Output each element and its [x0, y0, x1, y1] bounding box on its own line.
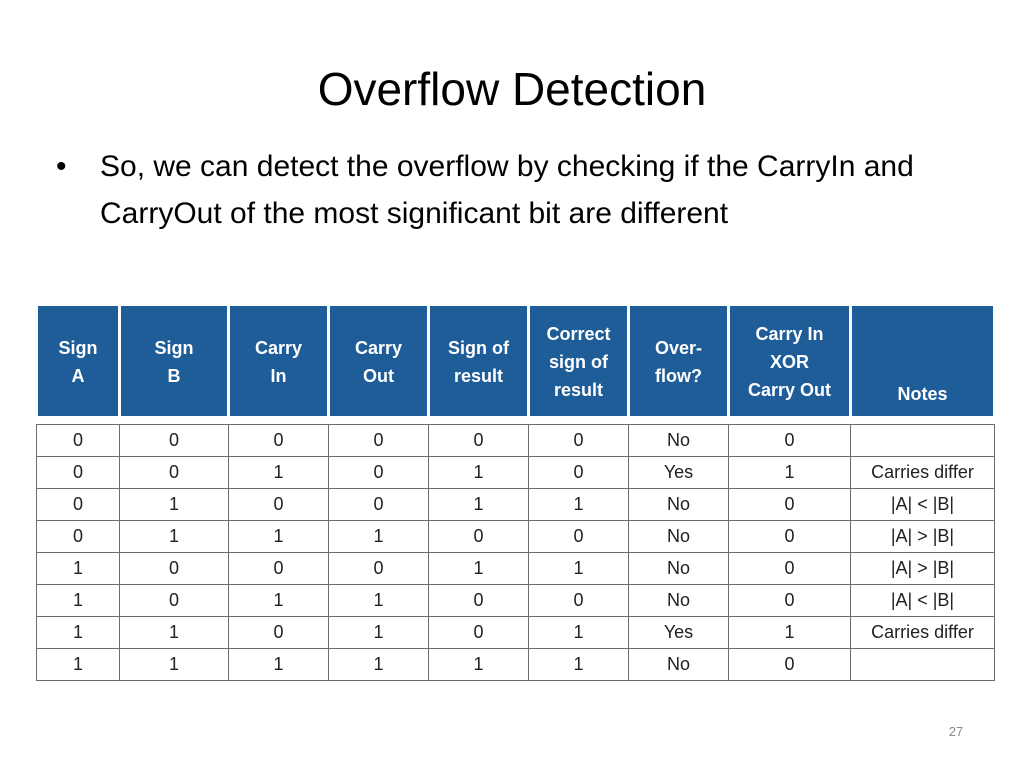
- table-row: [37, 457, 995, 489]
- table-cell: 1: [529, 553, 629, 585]
- table-cell: 1: [429, 553, 529, 585]
- column-header: [629, 307, 729, 418]
- table-cell: 0: [429, 585, 529, 617]
- table-cell: No: [629, 585, 729, 617]
- table-cell: |A| > |B|: [851, 553, 995, 585]
- table-cell: 0: [37, 457, 120, 489]
- table-cell: 1: [37, 585, 120, 617]
- table-cell: 1: [229, 649, 329, 681]
- column-header-line: In: [270, 366, 287, 386]
- table-cell: 1: [120, 489, 229, 521]
- page-number: 27: [948, 724, 964, 739]
- table-cell: 0: [729, 553, 851, 585]
- table-cell: 1: [329, 521, 429, 553]
- column-header: [529, 307, 629, 418]
- table-cell: 0: [37, 425, 120, 457]
- table-cell: 0: [229, 553, 329, 585]
- column-header-line: Sign: [154, 338, 194, 358]
- table-cell: 0: [120, 585, 229, 617]
- table-row: [37, 521, 995, 553]
- table-cell: 0: [729, 649, 851, 681]
- table-cell: No: [629, 521, 729, 553]
- bullet-item: [56, 143, 956, 237]
- column-header-line: Notes: [897, 384, 948, 404]
- table-cell: 0: [120, 425, 229, 457]
- table-row: [37, 617, 995, 649]
- column-header-line: Carry In: [755, 324, 824, 344]
- table-cell: 0: [229, 489, 329, 521]
- table-row: [37, 553, 995, 585]
- table-cell: 1: [229, 521, 329, 553]
- column-header-line: flow?: [655, 366, 702, 386]
- table-cell: 1: [120, 521, 229, 553]
- column-header-line: Sign: [58, 338, 98, 358]
- table-cell: 1: [429, 489, 529, 521]
- table-cell: 0: [729, 489, 851, 521]
- table-header: [37, 307, 995, 418]
- column-header: [429, 307, 529, 418]
- table-cell: 0: [529, 521, 629, 553]
- table-cell: 0: [329, 553, 429, 585]
- table-cell: No: [629, 553, 729, 585]
- table-cell: Carries differ: [851, 457, 995, 489]
- slide-title: Overflow Detection: [317, 63, 707, 115]
- table-cell: 1: [329, 649, 429, 681]
- table-body: [37, 418, 995, 681]
- column-header-line: result: [553, 380, 604, 400]
- table-cell: No: [629, 649, 729, 681]
- table-cell: Carries differ: [851, 617, 995, 649]
- column-header: [37, 307, 120, 418]
- table-cell: 1: [729, 617, 851, 649]
- table-cell: 1: [329, 617, 429, 649]
- table-cell: No: [629, 489, 729, 521]
- table-cell: |A| > |B|: [851, 521, 995, 553]
- table-cell: 0: [37, 521, 120, 553]
- table-cell: 0: [329, 425, 429, 457]
- table-cell: [851, 649, 995, 681]
- column-header: [229, 307, 329, 418]
- table-cell: 0: [529, 457, 629, 489]
- table-cell: 1: [37, 553, 120, 585]
- table-cell: 1: [529, 617, 629, 649]
- bullet-list: [56, 143, 956, 237]
- table-row: [37, 489, 995, 521]
- table-cell: Yes: [629, 457, 729, 489]
- table-cell: 0: [329, 489, 429, 521]
- table-row: [37, 585, 995, 617]
- column-header-line: A: [71, 366, 85, 386]
- column-header-line: result: [453, 366, 504, 386]
- column-header: [120, 307, 229, 418]
- table-row: [37, 649, 995, 681]
- table-cell: 0: [529, 585, 629, 617]
- table-cell: 0: [37, 489, 120, 521]
- table-cell: 0: [729, 425, 851, 457]
- column-header-line: Sign of: [448, 338, 509, 358]
- table-cell: 1: [529, 489, 629, 521]
- table-cell: 0: [529, 425, 629, 457]
- table-cell: 0: [729, 585, 851, 617]
- column-header-line: Carry: [254, 338, 303, 358]
- table-cell: No: [629, 425, 729, 457]
- table-cell: 0: [429, 425, 529, 457]
- header-row: [37, 307, 995, 418]
- column-header: [729, 307, 851, 418]
- table-cell: 1: [529, 649, 629, 681]
- table-cell: 0: [229, 425, 329, 457]
- table-cell: 1: [120, 617, 229, 649]
- column-header-line: Carry Out: [747, 380, 832, 400]
- column-header-line: B: [167, 366, 181, 386]
- table-cell: 1: [729, 457, 851, 489]
- table-cell: 0: [120, 553, 229, 585]
- column-header-line: Out: [363, 366, 394, 386]
- table-cell: 0: [229, 617, 329, 649]
- table-cell: 1: [229, 457, 329, 489]
- table-cell: 0: [729, 521, 851, 553]
- column-header: [329, 307, 429, 418]
- table-cell: 0: [329, 457, 429, 489]
- table-cell: 1: [229, 585, 329, 617]
- table-cell: 0: [120, 457, 229, 489]
- table-cell: [851, 425, 995, 457]
- table-cell: 1: [120, 649, 229, 681]
- column-header: [851, 307, 995, 418]
- overflow-truth-table: [35, 306, 996, 681]
- column-header-line: Correct: [546, 324, 611, 344]
- bullet-text: So, we can detect the overflow by checking if the CarryIn and CarryOut of the most significant bit are different: [100, 150, 914, 230]
- table-row: [37, 425, 995, 457]
- table-cell: 1: [37, 617, 120, 649]
- table-cell: 1: [37, 649, 120, 681]
- column-header-line: sign of: [549, 352, 608, 372]
- column-header-line: Over-: [654, 338, 703, 358]
- bullet-dot-icon: •: [56, 150, 67, 183]
- table-cell: |A| < |B|: [851, 585, 995, 617]
- table-cell: |A| < |B|: [851, 489, 995, 521]
- table-cell: 0: [429, 521, 529, 553]
- table-cell: Yes: [629, 617, 729, 649]
- table-cell: 1: [429, 649, 529, 681]
- column-header-line: XOR: [769, 352, 809, 372]
- table-cell: 1: [329, 585, 429, 617]
- column-header-line: Carry: [354, 338, 403, 358]
- table-cell: 0: [429, 617, 529, 649]
- table-cell: 1: [429, 457, 529, 489]
